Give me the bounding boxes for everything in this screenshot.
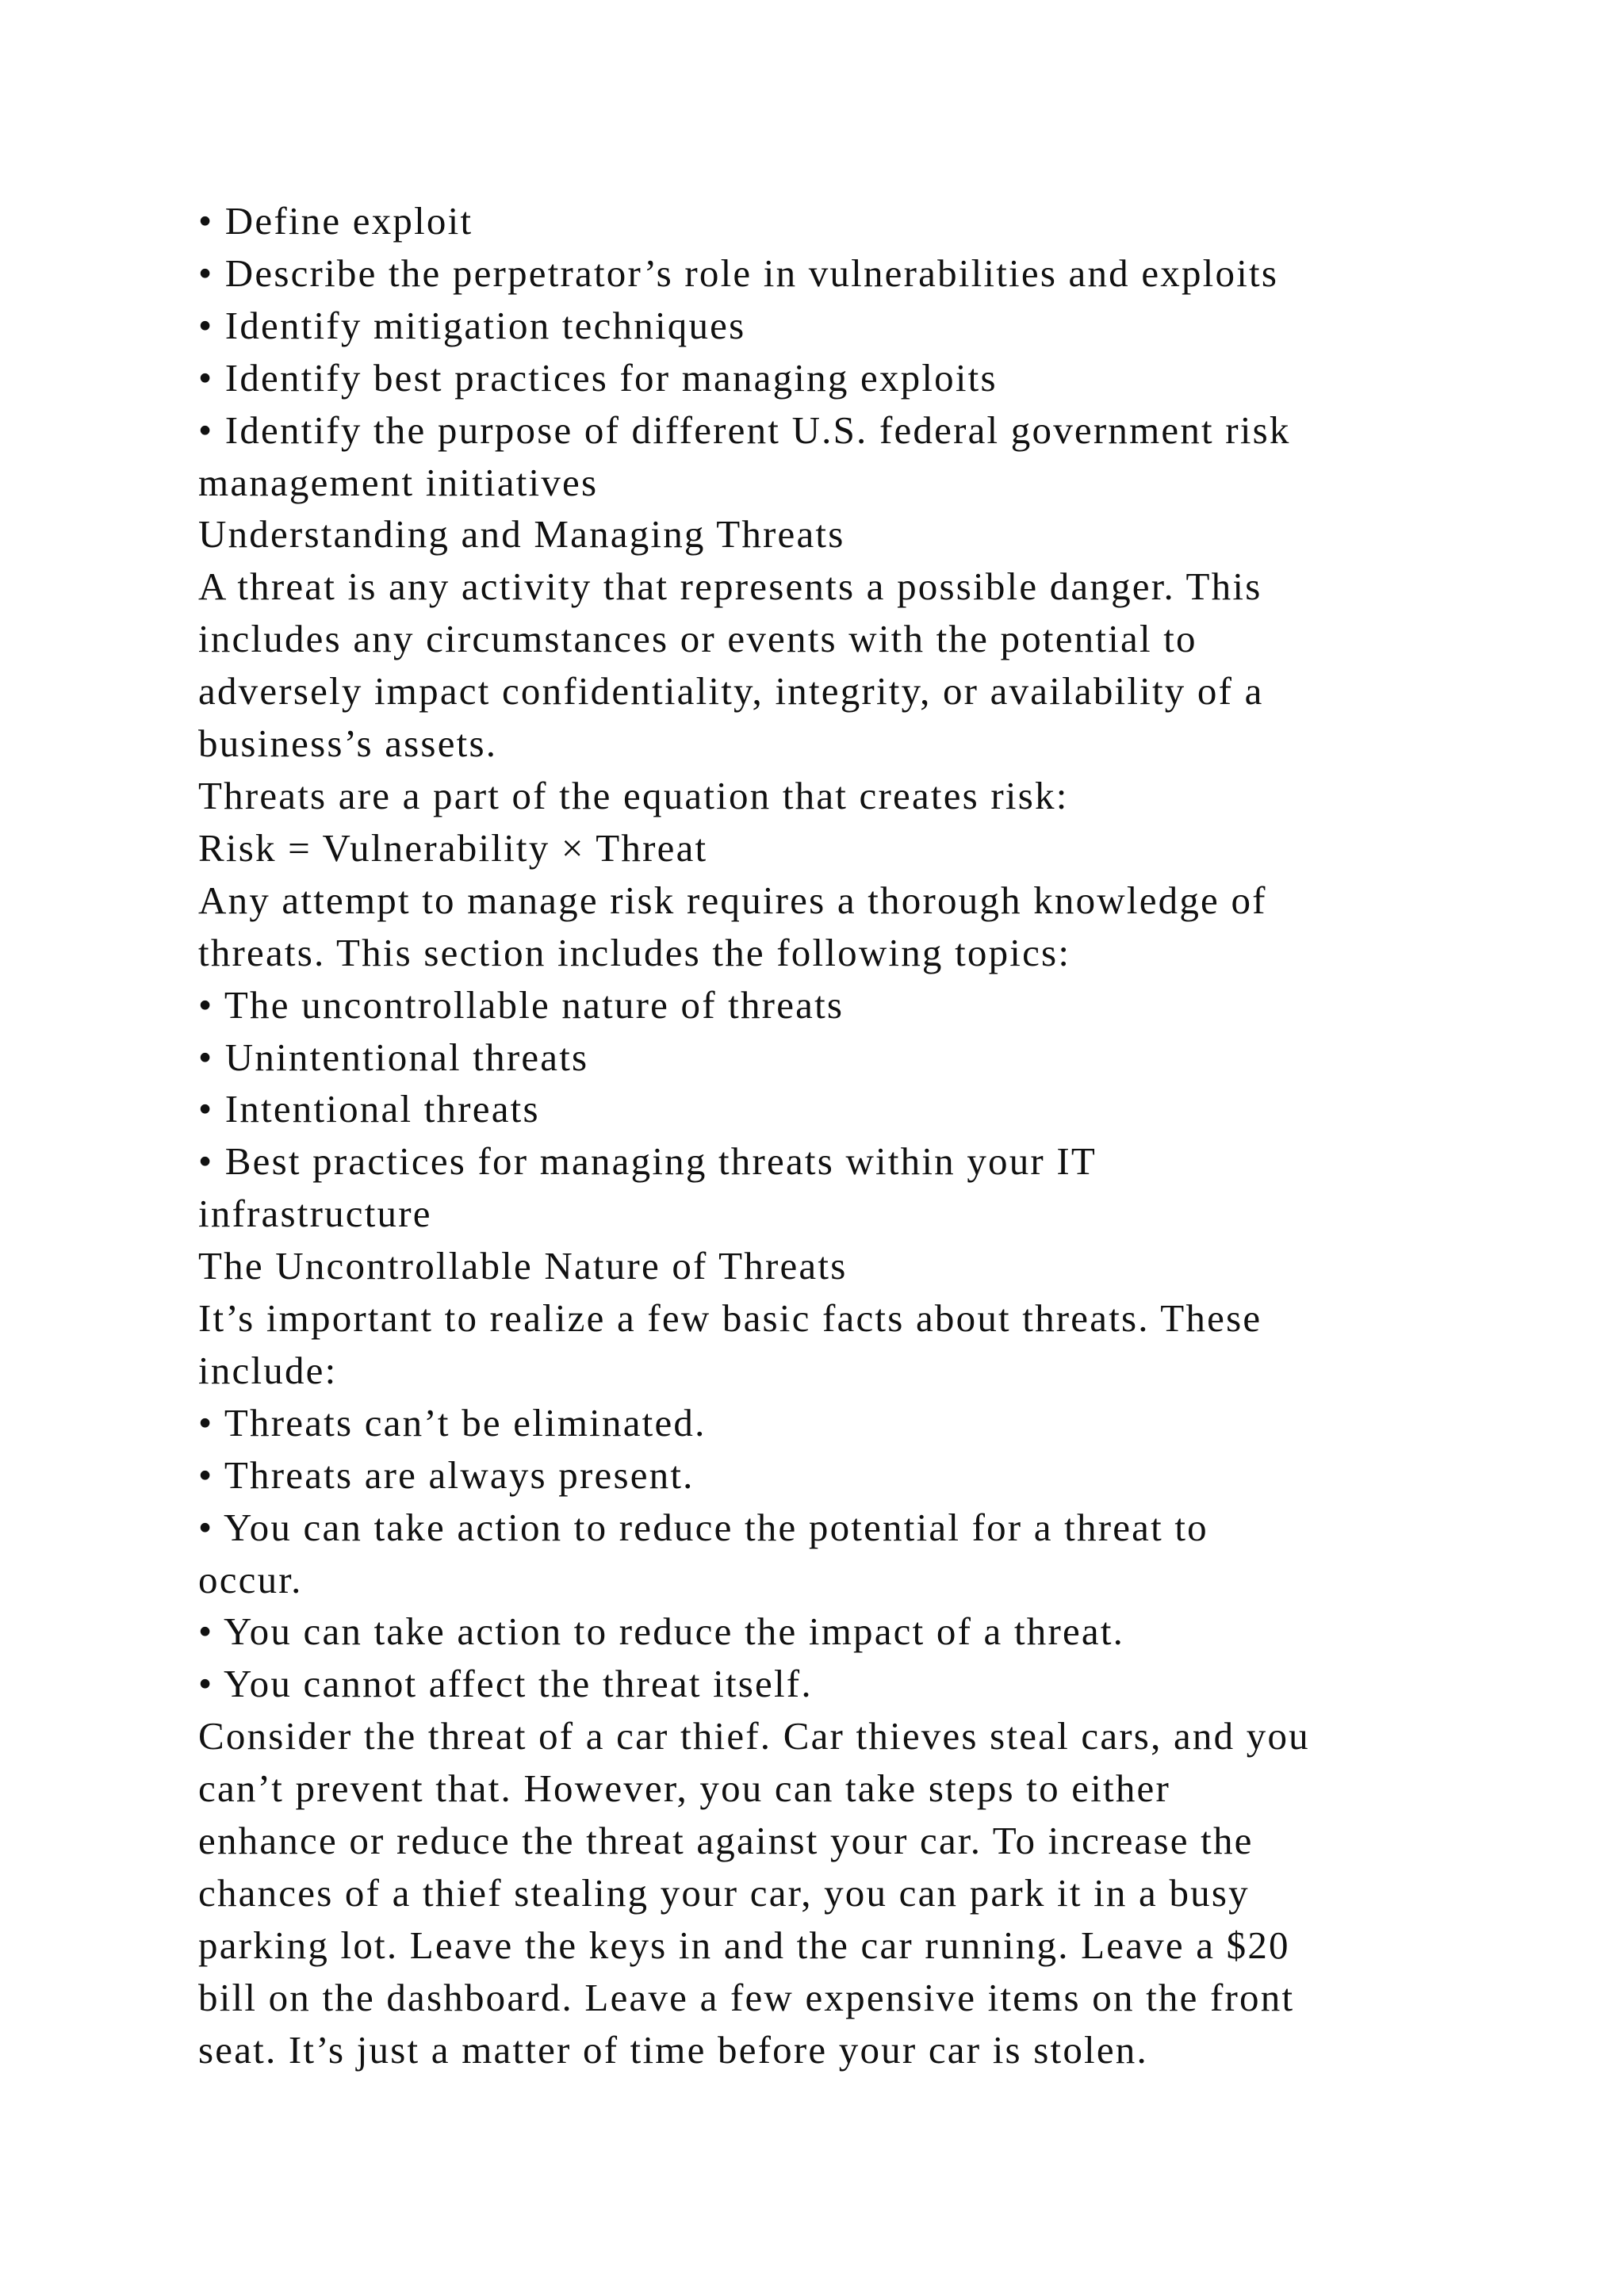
bullet-intentional-threats: • Intentional threats: [198, 1087, 540, 1131]
risk-equation: Risk = Vulnerability × Threat: [198, 825, 708, 870]
bullet-cant-be-eliminated: • Threats can’t be eliminated.: [198, 1400, 707, 1445]
paragraph-line: A threat is any activity that represents a possible danger. This: [198, 564, 1262, 609]
bullet-risk-initiatives-cont: management initiatives: [198, 460, 599, 504]
paragraph-line: chances of a thief stealing your car, you can park it in a busy: [198, 1871, 1250, 1915]
section-heading-managing-threats: Understanding and Managing Threats: [198, 512, 845, 557]
paragraph-line: include:: [198, 1348, 338, 1392]
bullet-define-exploit: • Define exploit: [198, 199, 473, 243]
bullet-perpetrator-role: • Describe the perpetrator’s role in vulnerabilities and exploits: [198, 251, 1279, 295]
paragraph-line: business’s assets.: [198, 721, 498, 766]
paragraph-line: Any attempt to manage risk requires a thorough knowledge of: [198, 878, 1267, 922]
bullet-always-present: • Threats are always present.: [198, 1452, 695, 1497]
bullet-reduce-potential-cont: occur.: [198, 1557, 303, 1601]
document-page: [198, 195, 1546, 2076]
bullet-risk-initiatives: • Identify the purpose of different U.S. federal government risk: [198, 408, 1291, 452]
paragraph-line: Consider the threat of a car thief. Car thieves steal cars, and you: [198, 1714, 1310, 1758]
bullet-uncontrollable-nature: • The uncontrollable nature of threats: [198, 982, 845, 1027]
paragraph-line: Threats are a part of the equation that creates risk:: [198, 773, 1069, 817]
bullet-best-practices-threats: • Best practices for managing threats within your IT: [198, 1139, 1097, 1184]
paragraph-line: parking lot. Leave the keys in and the car running. Leave a $20: [198, 1923, 1290, 1967]
bullet-best-practices-exploits: • Identify best practices for managing exploits: [198, 355, 998, 400]
bullet-reduce-impact: • You can take action to reduce the impact of a threat.: [198, 1609, 1125, 1654]
paragraph-line: It’s important to realize a few basic facts about threats. These: [198, 1296, 1262, 1341]
paragraph-line: enhance or reduce the threat against your car. To increase the: [198, 1819, 1254, 1863]
bullet-unintentional-threats: • Unintentional threats: [198, 1035, 589, 1079]
paragraph-line: seat. It’s just a matter of time before your car is stolen.: [198, 2027, 1148, 2072]
paragraph-line: bill on the dashboard. Leave a few expensive items on the front: [198, 1975, 1295, 2019]
bullet-best-practices-threats-cont: infrastructure: [198, 1192, 432, 1236]
bullet-mitigation-techniques: • Identify mitigation techniques: [198, 303, 746, 347]
section-heading-uncontrollable-nature: The Uncontrollable Nature of Threats: [198, 1244, 848, 1288]
paragraph-line: includes any circumstances or events with the potential to: [198, 617, 1197, 661]
bullet-reduce-potential: • You can take action to reduce the potential for a threat to: [198, 1505, 1208, 1549]
paragraph-line: can’t prevent that. However, you can take steps to either: [198, 1766, 1170, 1811]
paragraph-line: adversely impact confidentiality, integrity, or availability of a: [198, 669, 1264, 714]
bullet-cannot-affect: • You cannot affect the threat itself.: [198, 1662, 813, 1706]
paragraph-line: threats. This section includes the following topics:: [198, 930, 1071, 974]
